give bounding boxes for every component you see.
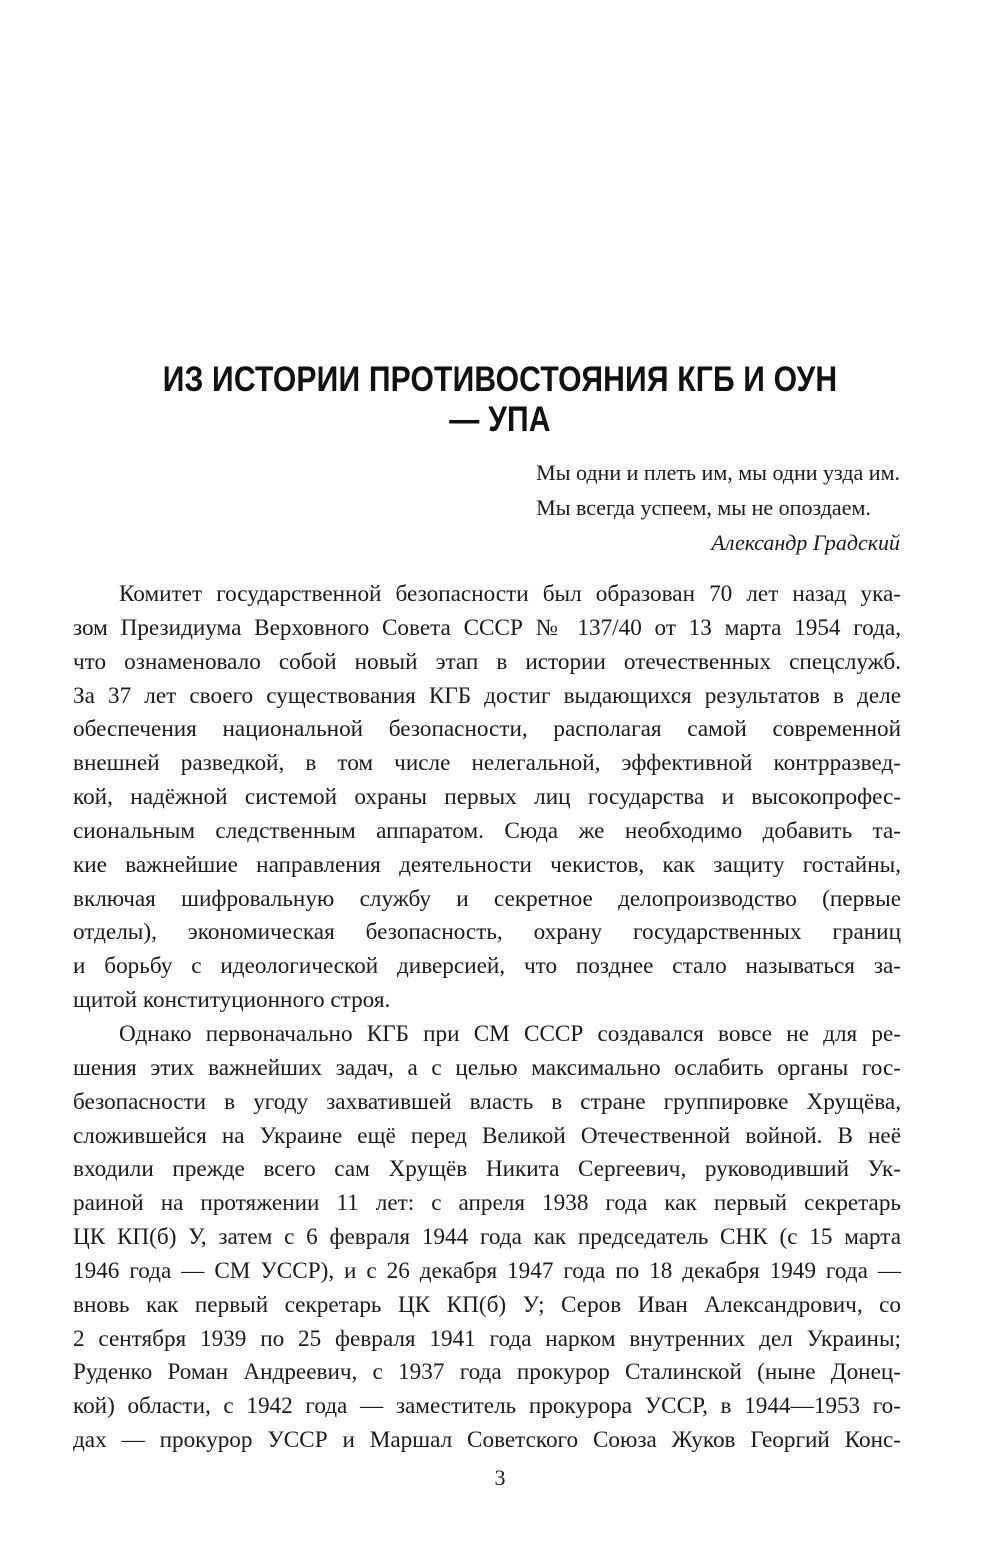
epigraph [536, 455, 900, 560]
text-line: 1946 года — СМ УССР), и с 26 декабря 1947 года по 18 декабря 1949 года — [73, 1257, 901, 1284]
epigraph-line: Мы одни и плеть им, мы одни узда им. [536, 460, 900, 485]
text-line: За 37 лет своего существования КГБ достиг выдающихся результатов в деле [73, 682, 901, 709]
text-line: внешней разведкой, в том числе нелегальной, эффективной контрразвед- [73, 750, 901, 777]
text-line: что ознаменовало собой новый этап в истории отечественных спецслужб. [73, 648, 901, 675]
text-line: раиной на протяжении 11 лет: с апреля 1938 года как первый секретарь [73, 1190, 901, 1217]
chapter-title: ИЗ ИСТОРИИ ПРОТИВОСТОЯНИЯ КГБ И ОУН — УПА [162, 360, 838, 439]
text-line: Однако первоначально КГБ при СМ СССР создавался вовсе не для ре- [119, 1020, 901, 1047]
text-line: вновь как первый секретарь ЦК КП(б) У; Серов Иван Александрович, со [73, 1291, 901, 1318]
text-line: обеспечения национальной безопасности, располагая самой современной [73, 716, 901, 743]
text-line: шения этих важнейших задач, а с целью максимально ослабить органы гос- [73, 1054, 901, 1081]
body-text [73, 578, 901, 1458]
epigraph-line: Мы всегда успеем, мы не опоздаем. [536, 495, 871, 520]
epigraph-author: Александр Градский [711, 530, 900, 555]
text-line: кие важнейшие направления деятельности чекистов, как защиту гостайны, [73, 851, 901, 878]
text-line: кой) области, с 1942 года — заместитель прокурора УССР, в 1944—1953 го- [73, 1393, 901, 1420]
text-line: включая шифровальную службу и секретное делопроизводство (первые [73, 885, 901, 912]
text-line: ЦК КП(б) У, затем с 6 февраля 1944 года как председатель СНК (с 15 марта [73, 1224, 901, 1251]
text-line: и борьбу с идеологической диверсией, что позднее стало называться за- [73, 953, 901, 980]
text-line: дах — прокурор УССР и Маршал Советского Союза Жуков Георгий Конс- [73, 1427, 901, 1454]
text-line: Комитет государственной безопасности был образован 70 лет назад ука- [119, 581, 901, 607]
text-line: входили прежде всего сам Хрущёв Никита Сергеевич, руководивший Ук- [73, 1156, 901, 1183]
text-line: 2 сентября 1939 по 25 февраля 1941 года нарком внутренних дел Украины; [73, 1325, 901, 1352]
text-line: кой, надёжной системой охраны первых лиц государства и высокопрофес- [73, 784, 901, 811]
paragraph-2 [73, 1018, 901, 1458]
text-line: щитой конституционного строя. [73, 987, 391, 1014]
text-line: Руденко Роман Андреевич, с 1937 года прокурор Сталинской (ныне Донец- [73, 1359, 901, 1386]
text-line: зом Президиума Верховного Совета СССР № 137/40 от 13 марта 1954 года, [73, 614, 901, 641]
text-line: сиональным следственным аппаратом. Сюда же необходимо добавить та- [73, 817, 901, 844]
text-line: сложившейся на Украине ещё перед Великой Отечественной войной. В неё [73, 1122, 901, 1149]
paragraph-1 [73, 578, 901, 1018]
page-number: 3 [494, 1465, 506, 1490]
text-line: отделы), экономическая безопасность, охрану государственных границ [73, 919, 901, 946]
text-line: безопасности в угоду захватившей власть в стране группировке Хрущёва, [73, 1088, 901, 1115]
